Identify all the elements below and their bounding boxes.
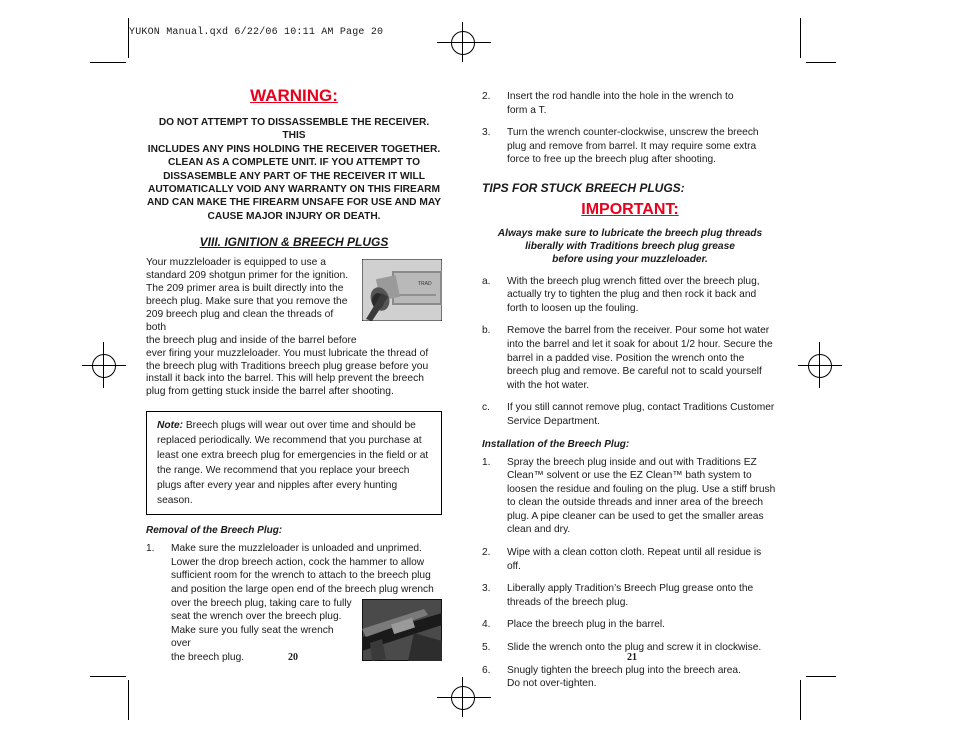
crop-mark [800,18,801,58]
intro-paragraph: TRAD Your muzzleloader is equipped to use a standard 209 shotgun primer for the ignition. The 209 primer area is built directly into the breech plug. Make sure that you remove the 209 breech plug and clean the threads of both the breech plug and inside of the barrel before ever firing your muzzleloader. You must lubricate the thread of the breech plug with Traditions breech plug grease before you install it back into the barrel. This will help prevent the breech plug from getting stuck inside the barrel after shooting. [146,257,442,399]
crop-mark [806,62,836,63]
important-text: Always make sure to lubricate the breech plug threads liberally with Traditions breech plug grease before using your muzzleloader. [497,227,763,266]
list-item: c. If you still cannot remove plug, contact Traditions Customer Service Department. [482,402,775,427]
crop-mark [90,62,126,63]
print-slug: YUKON Manual.qxd 6/22/06 10:11 AM Page 20 [129,27,384,38]
page-number-left: 20 [288,652,298,663]
warning-title: WARNING: [250,86,338,105]
breech-plug-image [362,259,442,321]
warning-text: DO NOT ATTEMPT TO DISSASSEMBLE THE RECEIVER. THIS INCLUDES ANY PINS HOLDING THE RECEIVER TOGETHER. CLEAN AS A COMPLETE UNIT. IF YOU ATTEMPT TO DISSASEMBLE ANY PART OF THE RECEIVER IT WILL AUTOMATICALLY VOID ANY WARRANTY ON THIS FIREARM AND CAN MAKE THE FIREARM UNSAFE FOR USE AND MAY CAUSE MAJOR INJURY OR DEATH. [146,117,442,222]
registration-mark [451,31,475,55]
registration-mark [92,354,116,378]
list-item: 2. Wipe with a clean cotton cloth. Repeat until all residue is off. [482,547,762,572]
page-number-right: 21 [627,652,637,663]
tips-title: TIPS FOR STUCK BREECH PLUGS: [482,180,685,195]
plug-label-text: TRAD [418,281,432,288]
wrench-image [362,599,442,661]
right-page [482,90,778,691]
important-title: IMPORTANT: [581,200,679,218]
list-item: b. Remove the barrel from the receiver. Pour some hot water into the barrel and let it soak for about 1/2 hour. Secure the barrel in a padded vise. Position the wrench onto the breech plug and remove. Be careful not to scald yourself with the hot water. [482,325,773,391]
note-label: Note: [157,420,184,432]
list-item: a. With the breech plug wrench fitted over the breech plug, actually try to tighten the plug and then rock it back and forth to loosen up the fouling. [482,275,760,314]
crop-mark [800,680,801,720]
list-item: 6. Snugly tighten the breech plug into the breech area. Do not over-tighten. [482,664,741,690]
crop-mark [806,676,836,677]
note-text: Breech plugs will wear out over time and should be replaced periodically. We recommend that you purchase at least one extra breech plug for emergencies in the field or at the range. We recommend that you replace your breech plugs after every year and nipples after every hunting season. [157,420,429,507]
install-title: Installation of the Breech Plug: [482,438,630,450]
crop-mark [82,365,126,366]
list-item: 4. Place the breech plug in the barrel. [482,619,666,631]
registration-mark [451,686,475,710]
list-item: 2. Insert the rod handle into the hole in the wrench to form a T. [482,91,734,116]
crop-mark [90,676,126,677]
crop-mark [798,365,842,366]
list-item: 5. Slide the wrench onto the plug and screw it in clockwise. [482,642,762,654]
list-item: 3. Liberally apply Tradition’s Breech Plug grease onto the threads of the breech plug. [482,583,754,608]
list-item: 3. Turn the wrench counter-clockwise, unscrew the breech plug and remove from barrel. It may require some extra force to free up the breech plug after shooting. [482,127,759,166]
removal-title: Removal of the Breech Plug: [146,525,283,537]
crop-mark [437,42,491,43]
crop-mark [128,18,129,58]
section-title: VIII. IGNITION & BREECH PLUGS [199,235,389,250]
note-box [146,411,442,515]
crop-mark [437,697,491,698]
registration-mark [808,354,832,378]
list-item: 1. Spray the breech plug inside and out with Traditions EZ Clean™ solvent or use the EZ Clean™ bath system to loosen the residue and fouling on the plug. Use a stiff brush to clean the outside threads and inner area of the breech plug. A pipe cleaner can be used to get the smaller areas clean and dry. [482,456,776,536]
left-page [146,86,442,665]
removal-step: 1. Make sure the muzzleloader is unloaded and unprimed. Lower the drop breech action, cock the hammer to allow sufficient room for the wrench to attach to the breech plug and position the large open end of the breech plug wrench over the breech plug, taking care to fully seat the wrench over the breech plug. Make sure you fully seat the wrench over the breech plug. [146,542,442,664]
crop-mark [128,680,129,720]
